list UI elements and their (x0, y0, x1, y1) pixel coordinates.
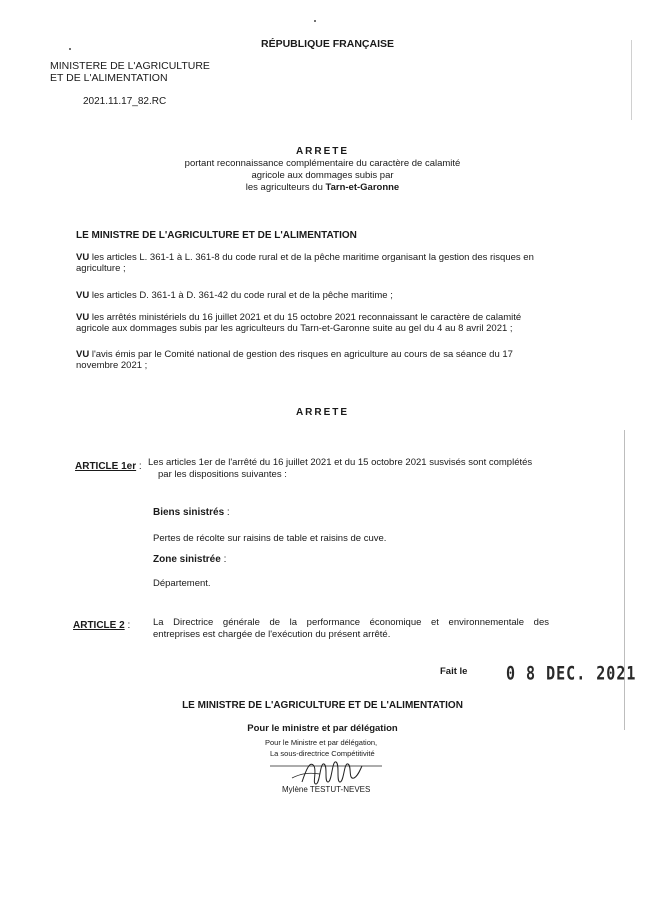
zone-colon: : (220, 554, 227, 565)
article-1-text-line-2: par les dispositions suivantes : (158, 469, 287, 480)
biens-sinistres-label (153, 507, 230, 518)
document-title: ARRETE (295, 146, 350, 157)
article-2-label (73, 615, 130, 633)
biens-label-text: Biens sinistrés (153, 507, 225, 518)
ministry-block (50, 60, 210, 84)
article-1-text-line-1: Les articles 1er de l'arrêté du 16 juillet 2021 et du 15 octobre 2021 susvisés sont complétés (148, 457, 533, 468)
zone-sinistree-label (153, 554, 226, 565)
scan-speck (69, 48, 71, 50)
scan-margin-line (624, 430, 625, 730)
stamp-line-1: Pour le Ministre et par délégation, (265, 738, 378, 747)
fait-le-label: Fait le (440, 666, 468, 677)
ministry-line-1: MINISTERE DE L'AGRICULTURE (50, 60, 210, 72)
subtitle-line-2: agricole aux dommages subis par (251, 170, 394, 181)
visa-paragraph (76, 312, 556, 334)
vu-label: VU (76, 290, 90, 301)
article-2-label-text: ARTICLE 2 (73, 620, 125, 631)
visa-paragraph (76, 349, 556, 371)
subtitle-line-3 (0, 182, 645, 194)
visa-text: les arrêtés ministériels du 16 juillet 2021 et du 15 octobre 2021 reconnaissant le caractère de calamité agricole aux dommages subis par les agriculteurs du Tarn-et-Garonne suite au gel du 4 au 8 avril 2021 ; (76, 312, 522, 334)
reference-number: 2021.11.17_82.RC (83, 96, 167, 107)
subtitle-line-1: portant reconnaissance complémentaire du caractère de calamité (184, 158, 461, 169)
article-2-text-line-2: entreprises est chargée de l'exécution du présent arrêté. (153, 629, 391, 640)
signature-minister-heading: LE MINISTRE DE L'AGRICULTURE ET DE L'ALIMENTATION (182, 700, 463, 711)
vu-label: VU (76, 252, 90, 263)
article-1-colon: : (136, 461, 142, 472)
article-1-label (75, 456, 142, 474)
date-stamp: 0 8 DEC. 2021 (506, 662, 637, 685)
arrete-heading: ARRETE (295, 407, 350, 418)
scan-margin-line (631, 40, 632, 120)
visa-paragraph (76, 290, 556, 301)
signatory-name: Mylène TESTUT-NEVES (282, 785, 371, 794)
scan-speck (314, 20, 316, 22)
article-2-text-line-1: La Directrice générale de la performance économique et environnementale des (153, 617, 549, 628)
vu-label: VU (76, 349, 90, 360)
ministry-line-2: ET DE L'ALIMENTATION (50, 72, 168, 84)
subtitle-line-3-prefix: les agriculteurs du (245, 182, 326, 193)
zone-sinistree-value: Département. (153, 578, 211, 589)
visa-text: les articles L. 361-1 à L. 361-8 du code rural et de la pêche maritime organisant la gestion des risques en agriculture ; (76, 252, 534, 274)
biens-colon: : (224, 507, 230, 518)
stamp-line-2: La sous-directrice Compétitivité (270, 749, 375, 758)
biens-sinistres-value: Pertes de récolte sur raisins de table et raisins de cuve. (153, 533, 387, 544)
delegation-line: Pour le ministre et par délégation (247, 723, 398, 734)
zone-label-text: Zone sinistrée (153, 554, 221, 565)
title-subtitle (0, 158, 645, 194)
minister-heading: LE MINISTRE DE L'AGRICULTURE ET DE L'ALIMENTATION (76, 230, 357, 241)
visa-text: les articles D. 361-1 à D. 361-42 du code rural et de la pêche maritime ; (89, 290, 393, 301)
visa-paragraph (76, 252, 556, 274)
vu-label: VU (76, 312, 90, 323)
visa-text: l'avis émis par le Comité national de gestion des risques en agriculture au cours de sa séance du 17 novembre 2021 ; (76, 349, 513, 371)
department-name: Tarn-et-Garonne (325, 182, 400, 193)
article-2-colon: : (124, 620, 131, 631)
article-1-label-text: ARTICLE 1er (75, 461, 137, 472)
republic-heading: RÉPUBLIQUE FRANÇAISE (261, 38, 395, 50)
